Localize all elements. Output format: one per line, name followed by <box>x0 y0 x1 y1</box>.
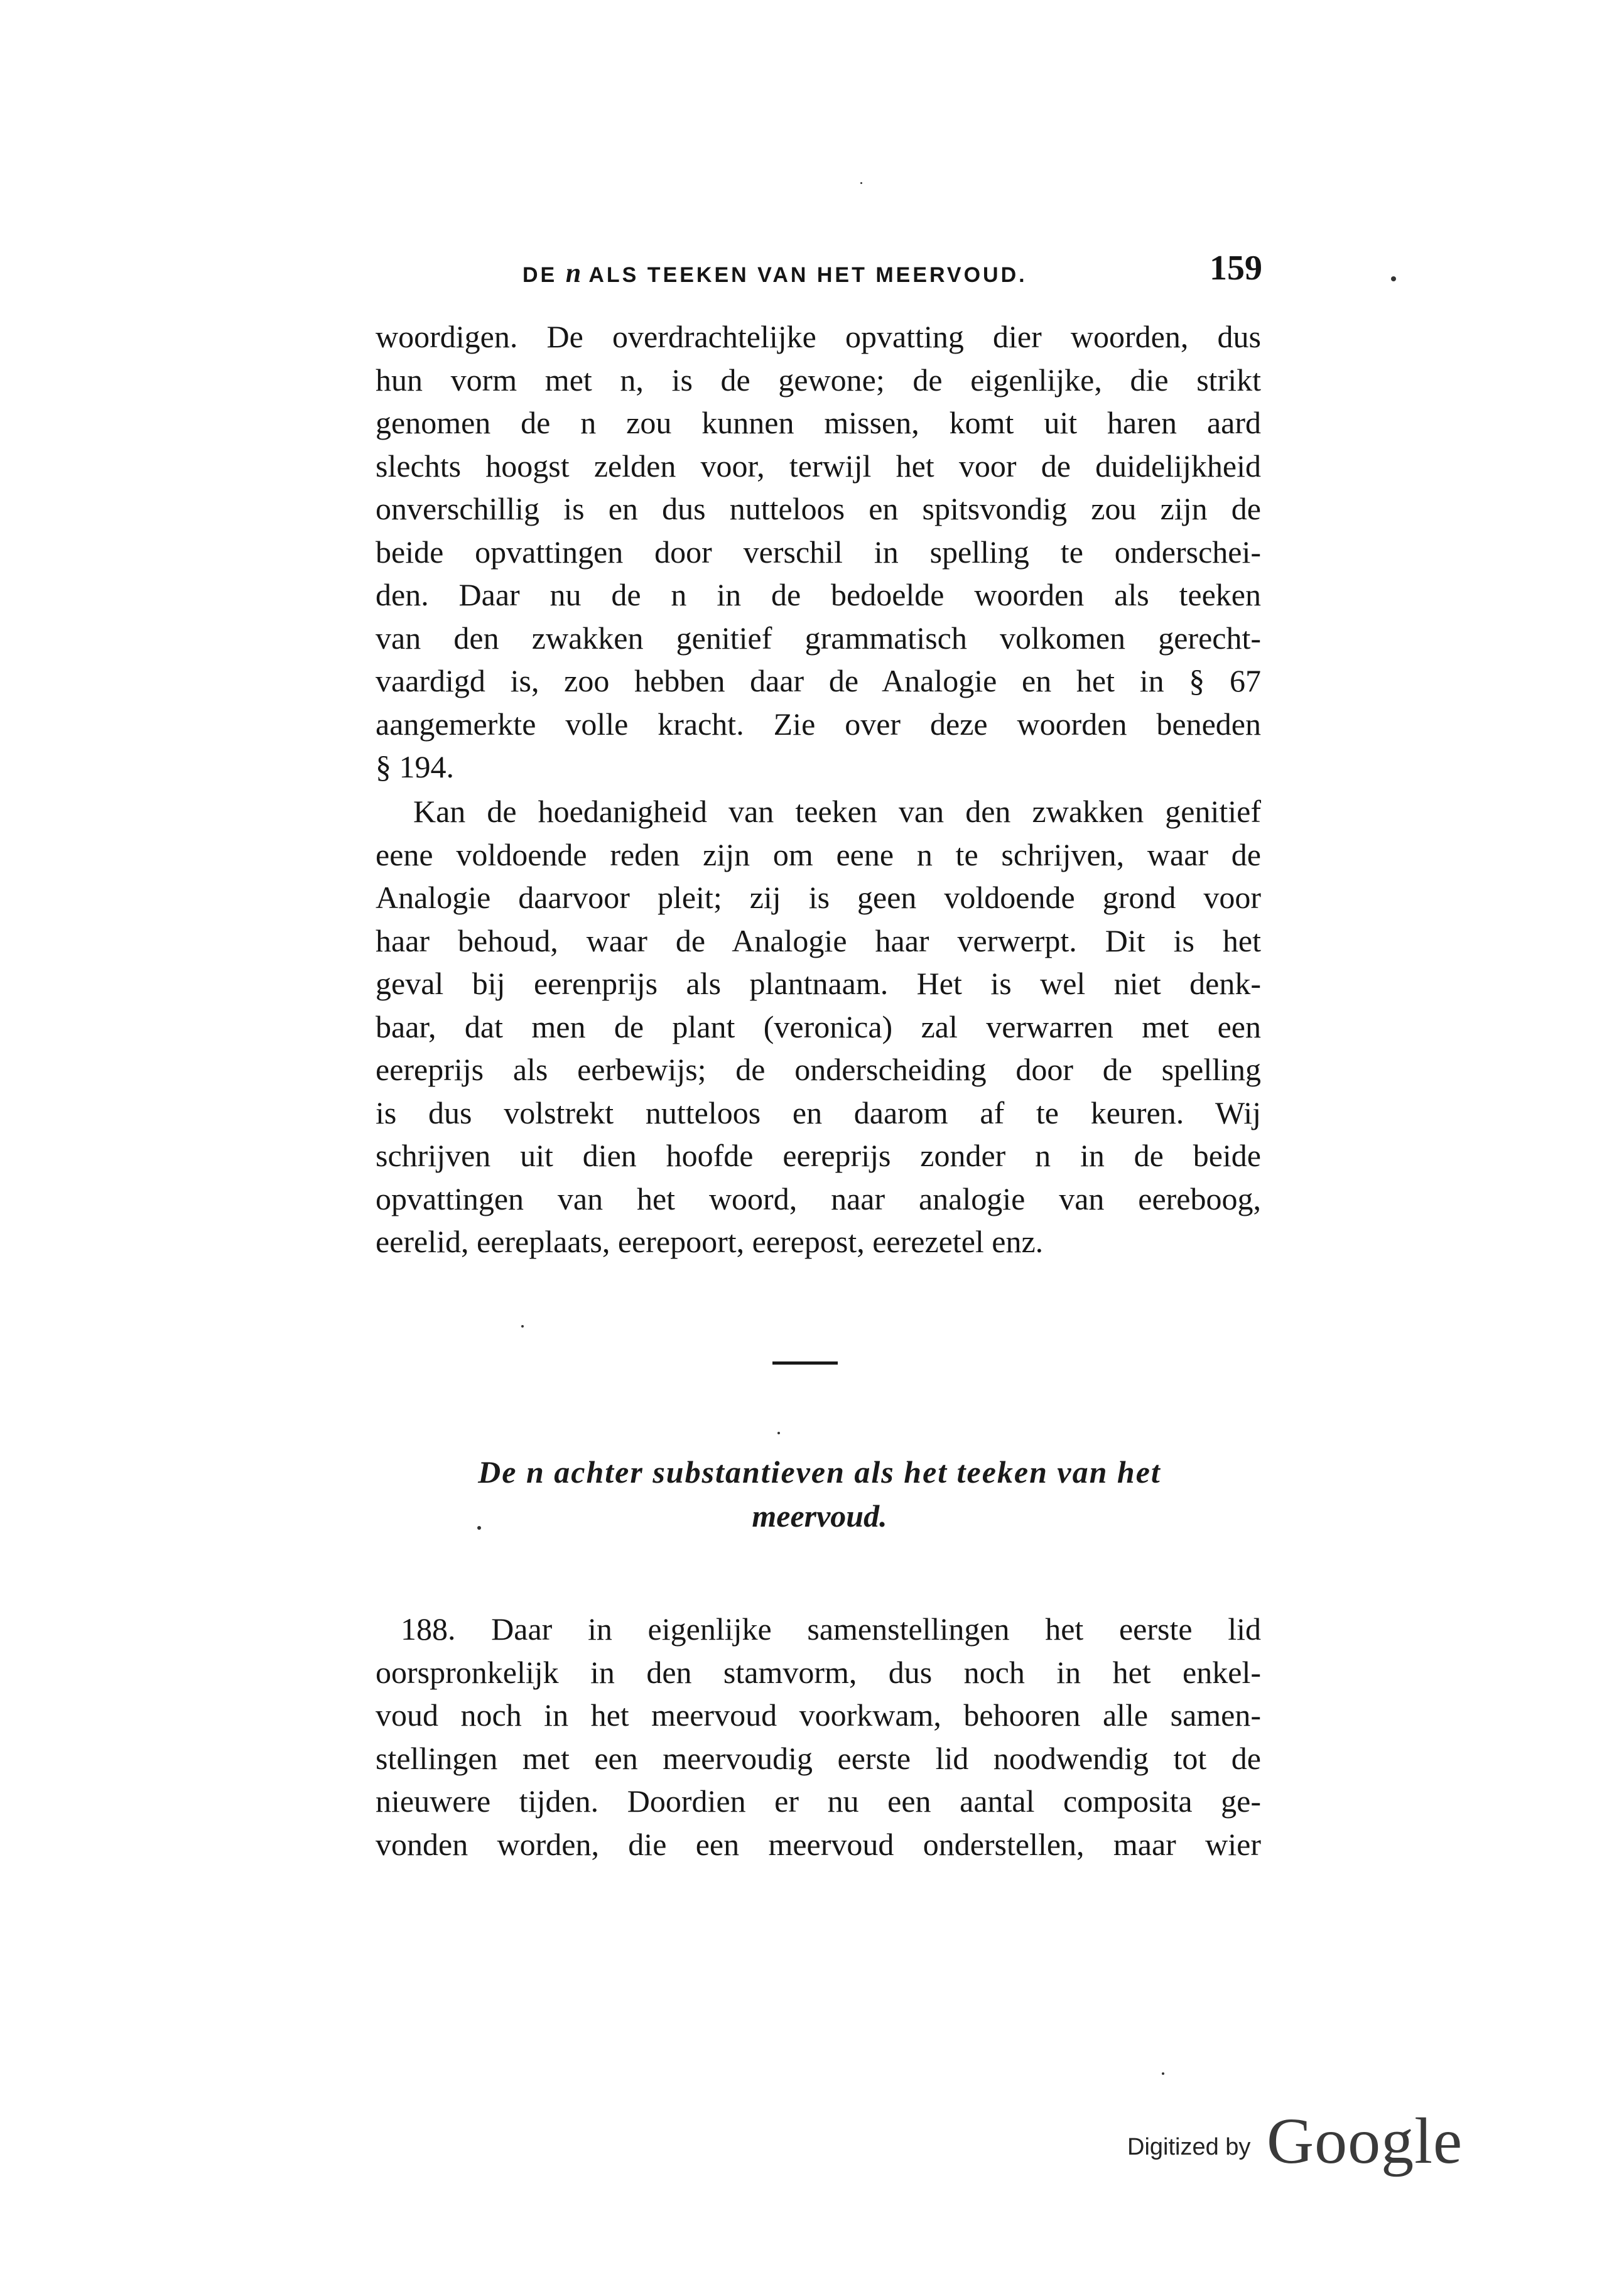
text-line: eereprijs als eerbewijs; de onderscheiding door de spelling <box>376 1052 1261 1087</box>
digitized-by-google-watermark <box>1127 2104 1479 2177</box>
section-title: De n achter substantieven als het teeken van het <box>478 1454 1161 1490</box>
text-line: genomen de n zou kunnen missen, komt uit haren aard <box>376 405 1261 440</box>
text-line: geval bij eerenprijs als plantnaam. Het is wel niet denk- <box>376 966 1261 1001</box>
text-line: eerelid, eereplaats, eerepoort, eerepost, eerezetel enz. <box>376 1224 1044 1259</box>
text-line: 188. Daar in eigenlijke samenstellingen het eerste lid <box>401 1611 1261 1647</box>
digitized-by-label: Digitized by <box>1127 2134 1251 2160</box>
section-divider <box>772 1361 838 1365</box>
paragraph-3 <box>376 1608 1261 1866</box>
text-line: slechts hoogst zelden voor, terwijl het voor de duidelijkheid <box>376 448 1261 484</box>
scan-speck <box>1391 276 1396 281</box>
text-line: § 194. <box>376 749 454 784</box>
text-line: eene voldoende reden zijn om eene n te schrijven, waar de <box>376 836 1261 872</box>
scan-speck <box>777 1432 780 1434</box>
running-head-title: DE n ALS TEEKEN VAN HET MEERVOUD. <box>522 257 1027 288</box>
google-logo: Google <box>1267 2105 1463 2177</box>
text-line: onverschillig is en dus nutteloos en spitsvondig zou zijn de <box>376 491 1261 526</box>
text-line: haar behoud, waar de Analogie haar verwerpt. Dit is het <box>376 923 1261 958</box>
scan-speck <box>1162 2072 1164 2075</box>
page-number: 159 <box>1210 249 1262 288</box>
text-line: beide opvattingen door verschil in spelling te onderschei- <box>376 534 1261 570</box>
text-line: stellingen met een meervoudig eerste lid noodwendig tot de <box>376 1740 1261 1776</box>
text-line: aangemerkte volle kracht. Zie over deze woorden beneden <box>376 706 1261 742</box>
text-line: Kan de hoedanigheid van teeken van den zwakken genitief <box>413 794 1261 829</box>
text-line: vonden worden, die een meervoud onderstellen, maar wier <box>376 1826 1261 1862</box>
text-line: schrijven uit dien hoofde eereprijs zonder n in de beide <box>376 1138 1261 1173</box>
text-line: woordigen. De overdrachtelijke opvatting dier woorden, dus <box>376 319 1261 354</box>
paragraph-1 <box>376 315 1261 789</box>
scan-speck <box>521 1325 524 1328</box>
text-line: is dus volstrekt nutteloos en daarom af te keuren. Wij <box>376 1095 1261 1130</box>
running-head <box>377 248 1269 292</box>
text-line: vaardigd is, zoo hebben daar de Analogie en het in § 67 <box>376 663 1261 698</box>
text-line: baar, dat men de plant (veronica) zal verwarren met een <box>376 1009 1261 1044</box>
text-line: nieuwere tijden. Doordien er nu een aantal composita ge- <box>376 1783 1261 1819</box>
text-line: van den zwakken genitief grammatisch volkomen gerecht- <box>376 620 1261 656</box>
section-title-continued: meervoud. <box>752 1498 887 1534</box>
text-line: hun vorm met n, is de gewone; de eigenlijke, die strikt <box>376 362 1261 398</box>
text-line: den. Daar nu de n in de bedoelde woorden als teeken <box>376 577 1261 612</box>
scan-speck <box>860 182 862 184</box>
text-line: opvattingen van het woord, naar analogie van eereboog, <box>376 1181 1261 1216</box>
text-line: Analogie daarvoor pleit; zij is geen voldoende grond voor <box>376 880 1261 915</box>
text-line: oorspronkelijk in den stamvorm, dus noch in het enkel- <box>376 1654 1261 1690</box>
text-line: voud noch in het meervoud voorkwam, behooren alle samen- <box>376 1697 1261 1733</box>
paragraph-2 <box>376 790 1261 1264</box>
scan-speck <box>477 1526 481 1530</box>
